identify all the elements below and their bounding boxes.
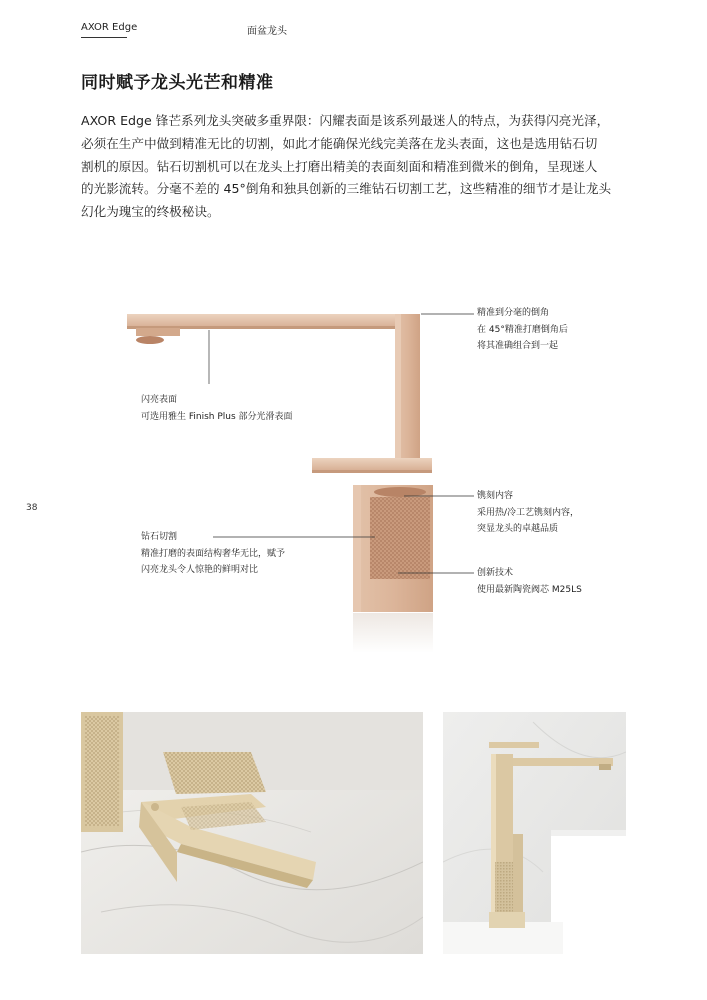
annotation-line: 闪亮表面 (141, 395, 178, 405)
body-line: AXOR Edge 锋芒系列龙头突破多重界限：闪耀表面是该系列最迷人的特点，为获得闪亮光泽， (81, 113, 610, 128)
header-section: 面盆龙头 (247, 26, 287, 37)
annotation-line: 使用最新陶瓷阀芯 M25LS (477, 584, 582, 595)
annotation-line: 在 45°精准打磨倒角后 (477, 324, 568, 335)
annotation-line: 精准到分毫的倒角 (477, 308, 550, 318)
annotation-line: 将其准确组合到一起 (477, 341, 559, 351)
body-line: 必须在生产中做到精准无比的切割，如此才能确保光线完美落在龙头表面，这也是选用钻石切 (81, 135, 598, 151)
faucet-column (395, 314, 420, 460)
annotation-line: 突显龙头的卓越品质 (477, 524, 559, 534)
annotation-shiny-surface (141, 392, 293, 425)
page-title: 同时赋予龙头光芒和精准 (81, 73, 274, 93)
annotation-line: 精准打磨的表面结构奢华无比，赋予 (141, 548, 286, 559)
faucet-body (353, 485, 433, 612)
faucet-reflection (353, 613, 433, 653)
photo-faucet-tall (443, 712, 626, 954)
annotation-line: 采用热/冷工艺镌刻内容， (477, 507, 580, 518)
annotation-line: 镌刻内容 (477, 491, 514, 501)
annotation-line: 钻石切割 (141, 532, 178, 542)
body-line: 幻化为瑰宝的终极秘诀。 (81, 204, 220, 220)
annotation-chamfer (477, 305, 568, 355)
body-line: 割机的原因。钻石切割机可以在龙头上打磨出精美的表面刻面和精准到微米的倒角，呈现迷人 (81, 158, 598, 174)
faucet-spout (127, 314, 420, 344)
annotation-engraving (477, 488, 579, 538)
photo-faucet-closeup (81, 712, 423, 954)
page-number: 38 (26, 503, 38, 513)
annotation-line: 闪亮龙头令人惊艳的鲜明对比 (141, 565, 259, 575)
annotation-innovation (477, 565, 582, 598)
annotation-diamond-cut (141, 529, 285, 579)
annotation-line: 可选用雅生 Finish Plus 部分光滑表面 (141, 411, 293, 422)
header-brand: AXOR Edge (81, 22, 138, 33)
body-line: 的光影流转。分毫不差的 45°倒角和独具创新的三维钻石切割工艺，这些精准的细节才是让龙头 (81, 181, 612, 197)
annotation-line: 创新技术 (477, 568, 514, 578)
faucet-lever (312, 458, 432, 473)
